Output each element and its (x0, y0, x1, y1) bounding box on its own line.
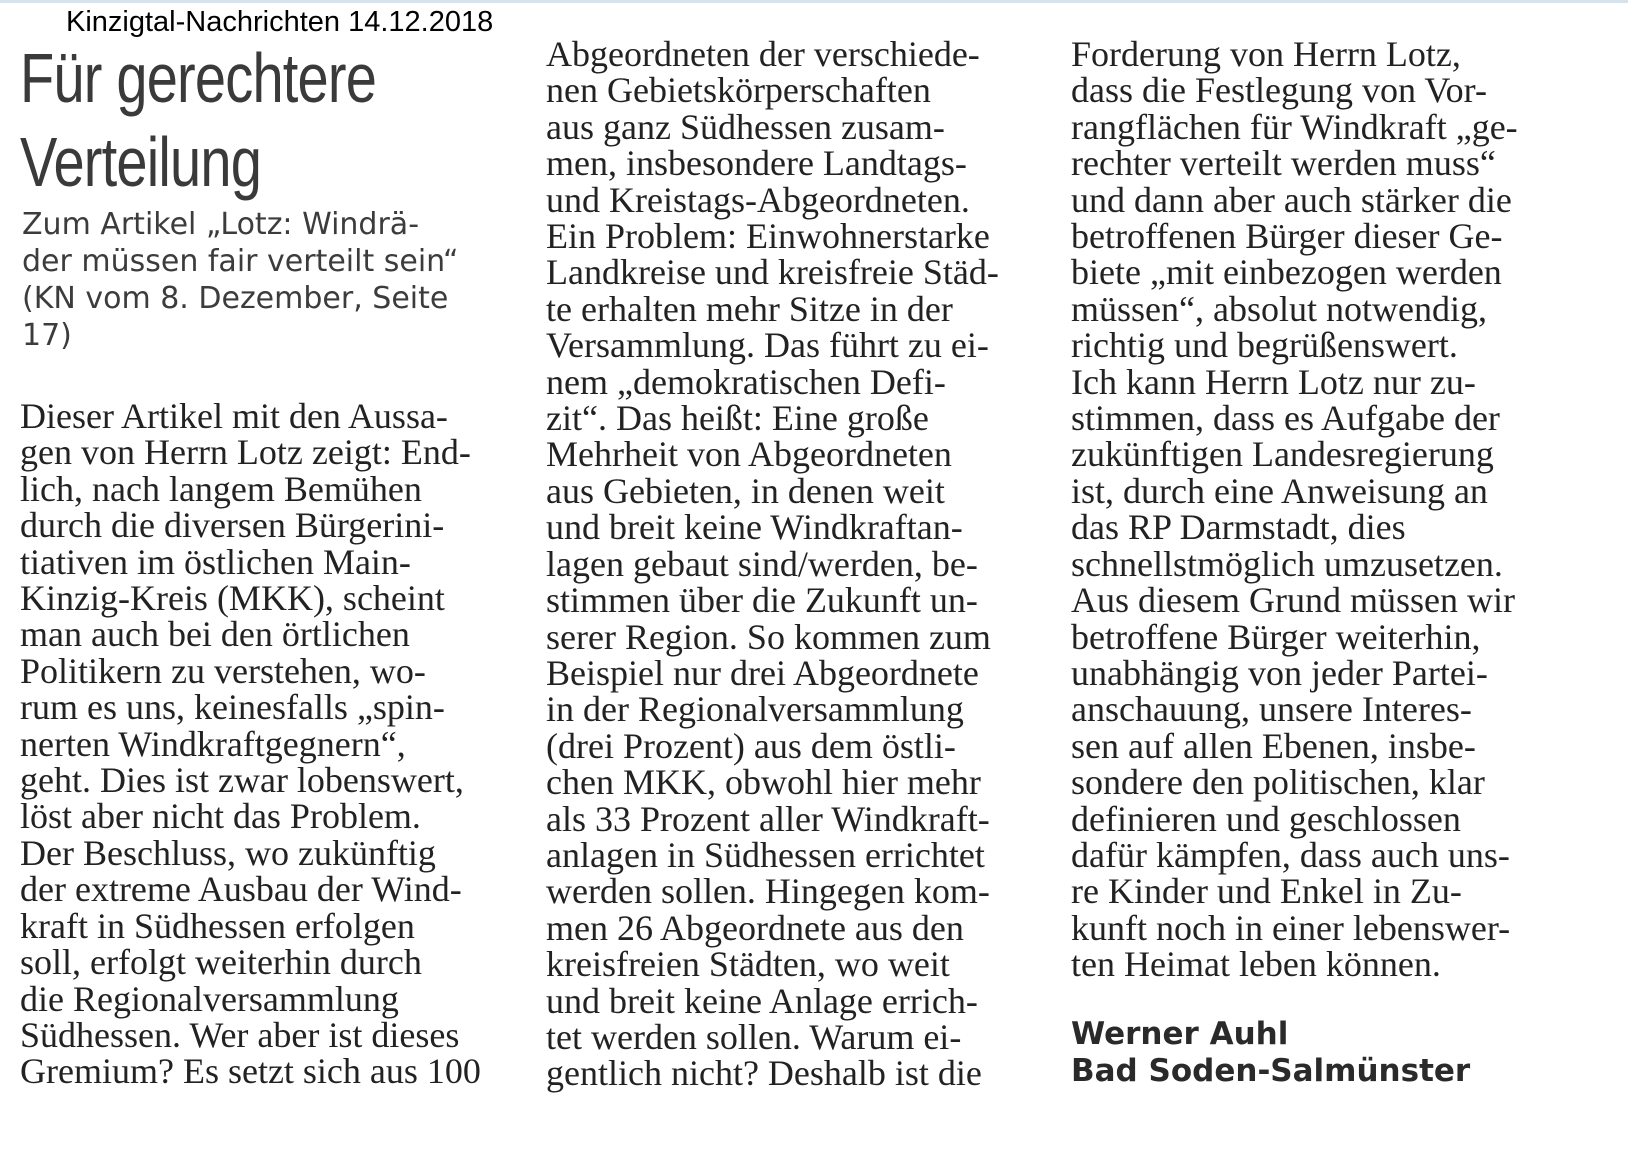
text-line: Politikern zu verstehen, wo- (20, 650, 426, 691)
text-line: unabhängig von jeder Partei- (1071, 652, 1488, 693)
subhead-line: (KN vom 8. Dezember, Seite (22, 281, 449, 316)
source-label: Kinzigtal-Nachrichten 14.12.2018 (66, 6, 494, 38)
text-line: Beispiel nur drei Abgeordnete (546, 652, 979, 693)
text-line: kunft noch in einer lebenswer- (1071, 907, 1511, 948)
text-line: chen MKK, obwohl hier mehr (546, 762, 981, 803)
text-line: lagen gebaut sind/werden, be- (546, 543, 978, 584)
text-line: nem „demokratischen Defi- (546, 361, 946, 402)
text-line: men, insbesondere Landtags- (546, 143, 967, 184)
headline-line: Für gerechtere (20, 39, 377, 117)
text-line: gen von Herrn Lotz zeigt: End- (20, 432, 471, 473)
text-line: serer Region. So kommen zum (546, 616, 991, 657)
text-line: stimmen über die Zukunft un- (546, 580, 978, 621)
text-line: (drei Prozent) aus dem östli- (546, 725, 956, 766)
text-line: und breit keine Windkraftan- (546, 507, 963, 548)
text-line: aus Gebieten, in denen weit (546, 470, 945, 511)
author-location: Bad Soden-Salmünster (1071, 1053, 1471, 1089)
body-column-2 (546, 36, 999, 1092)
text-line: und breit keine Anlage errich- (546, 980, 978, 1021)
subhead-line: 17) (22, 318, 72, 353)
headline (20, 36, 376, 204)
text-line: biete „mit einbezogen werden (1071, 252, 1502, 293)
text-line: kraft in Südhessen erfolgen (20, 905, 415, 946)
text-line: betroffenen Bürger dieser Ge- (1071, 216, 1503, 257)
text-line: te erhalten mehr Sitze in der (546, 288, 953, 329)
headline-line: Verteilung (20, 123, 262, 201)
text-line: sen auf allen Ebenen, insbe- (1071, 725, 1476, 766)
text-line: Dieser Artikel mit den Aussa- (20, 396, 448, 436)
text-line: tiativen im östlichen Main- (20, 541, 411, 582)
text-line: Ein Problem: Einwohnerstarke (546, 216, 990, 257)
text-line: Gremium? Es setzt sich aus 100 (20, 1051, 481, 1092)
text-line: Aus diesem Grund müssen wir (1071, 580, 1515, 621)
text-line: Versammlung. Das führt zu ei- (546, 325, 989, 366)
text-line: Forderung von Herrn Lotz, (1071, 34, 1461, 74)
text-line: und dann aber auch stärker die (1071, 179, 1512, 220)
text-line: man auch bei den örtlichen (20, 614, 410, 655)
text-line: Ich kann Herrn Lotz nur zu- (1071, 361, 1476, 402)
subheadline (22, 206, 562, 354)
text-line: Abgeordneten der verschiede- (546, 34, 980, 74)
text-line: zit“. Das heißt: Eine große (546, 398, 929, 439)
text-line: schnellstmöglich umzusetzen. (1071, 543, 1503, 584)
text-line: dass die Festlegung von Vor- (1071, 70, 1487, 111)
author-name: Werner Auhl (1071, 1016, 1289, 1052)
text-line: betroffene Bürger weiterhin, (1071, 616, 1481, 657)
text-line: die Regionalversammlung (20, 978, 399, 1019)
text-line: löst aber nicht das Problem. (20, 796, 421, 837)
text-line: soll, erfolgt weiterhin durch (20, 942, 422, 983)
text-line: Landkreise und kreisfreie Städ- (546, 252, 999, 293)
text-line: sondere den politischen, klar (1071, 762, 1485, 803)
text-line: Südhessen. Wer aber ist dieses (20, 1014, 460, 1055)
text-line: ist, durch eine Anweisung an (1071, 470, 1488, 511)
text-line: tet werden sollen. Warum ei- (546, 1016, 962, 1057)
text-line: der extreme Ausbau der Wind- (20, 869, 462, 910)
text-line: anschauung, unsere Interes- (1071, 689, 1472, 730)
body-column-3 (1071, 36, 1518, 983)
text-line: dafür kämpfen, dass auch uns- (1071, 834, 1510, 875)
subhead-line: der müssen fair verteilt sein“ (22, 244, 459, 279)
text-line: durch die diversen Bürgerini- (20, 505, 445, 546)
text-line: geht. Dies ist zwar lobenswert, (20, 760, 464, 801)
text-line: in der Regionalversammlung (546, 689, 964, 730)
author-signature (1071, 1016, 1470, 1090)
text-line: nerten Windkraftgegnern“, (20, 723, 406, 764)
text-line: nen Gebietskörperschaften (546, 70, 931, 111)
text-line: definieren und geschlossen (1071, 798, 1461, 839)
text-line: rum es uns, keinesfalls „spin- (20, 687, 445, 728)
text-line: das RP Darmstadt, dies (1071, 507, 1406, 548)
text-line: aus ganz Südhessen zusam- (546, 106, 945, 147)
text-line: als 33 Prozent aller Windkraft- (546, 798, 990, 839)
text-line: richtig und begrüßenswert. (1071, 325, 1458, 366)
text-line: Kinzig-Kreis (MKK), scheint (20, 578, 445, 619)
text-line: men 26 Abgeordnete aus den (546, 907, 964, 948)
text-line: Der Beschluss, wo zukünftig (20, 832, 436, 873)
subhead-line: Zum Artikel „Lotz: Windrä- (22, 207, 420, 242)
text-line: rechter verteilt werden muss“ (1071, 143, 1496, 184)
top-rule (0, 0, 1628, 3)
text-line: re Kinder und Enkel in Zu- (1071, 871, 1462, 912)
text-line: lich, nach langem Bemühen (20, 468, 422, 509)
text-line: rangflächen für Windkraft „ge- (1071, 106, 1518, 147)
body-column-1 (20, 398, 481, 1090)
text-line: müssen“, absolut notwendig, (1071, 288, 1487, 329)
text-line: ten Heimat leben können. (1071, 944, 1441, 985)
text-line: werden sollen. Hingegen kom- (546, 871, 990, 912)
text-line: zukünftigen Landesregierung (1071, 434, 1494, 475)
text-line: gentlich nicht? Deshalb ist die (546, 1053, 982, 1094)
text-line: Mehrheit von Abgeordneten (546, 434, 952, 475)
text-line: und Kreistags-Abgeordneten. (546, 179, 970, 220)
text-line: kreisfreien Städten, wo weit (546, 944, 950, 985)
text-line: stimmen, dass es Aufgabe der (1071, 398, 1500, 439)
text-line: anlagen in Südhessen errichtet (546, 834, 985, 875)
